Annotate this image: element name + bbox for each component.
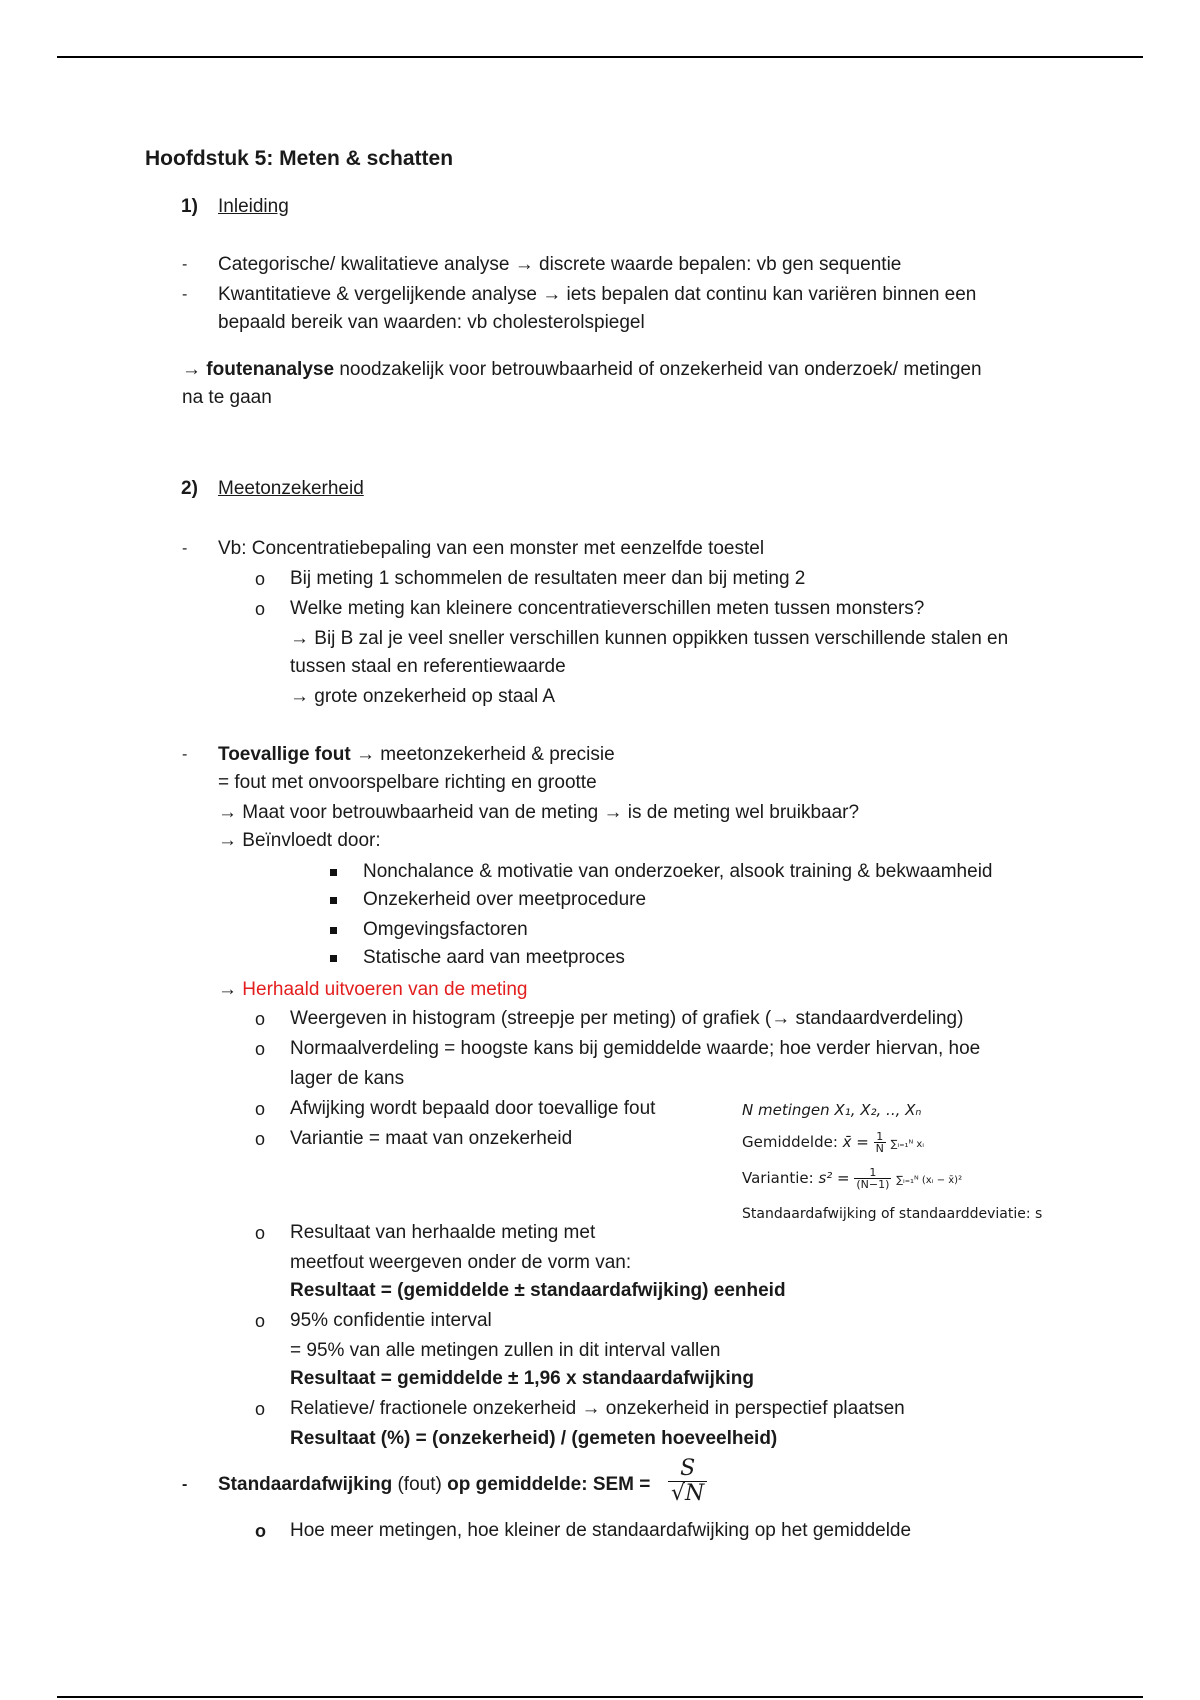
gemiddelde-expr: x̄ = xyxy=(842,1133,869,1151)
circle-bullet: o xyxy=(255,1129,266,1149)
section-1-heading: Inleiding xyxy=(218,196,289,217)
fraction-numerator: 1 xyxy=(854,1167,891,1179)
factor-4: Statische aard van meetproces xyxy=(363,947,625,968)
toevallige-fout-term: Toevallige fout xyxy=(218,744,351,765)
herhaald-sub-5-result: Resultaat = (gemiddelde ± standaardafwijking) eenheid xyxy=(290,1280,786,1301)
dash-bullet: - xyxy=(182,746,188,763)
toevallige-fout-line2: = fout met onvoorspelbare richting en grootte xyxy=(218,772,597,793)
factor-2: Onzekerheid over meetprocedure xyxy=(363,889,647,910)
herhaald-sub-6-line2: = 95% van alle metingen zullen in dit interval vallen xyxy=(290,1340,721,1361)
gemiddelde-fraction xyxy=(874,1131,886,1154)
example-sub-1: Bij meting 1 schommelen de resultaten meer dan bij meting 2 xyxy=(290,568,806,589)
herhaald-sub-5: Resultaat van herhaalde meting met xyxy=(290,1222,596,1243)
fraction-denominator: N xyxy=(875,1142,884,1155)
dash-bullet: - xyxy=(182,286,188,303)
sem-sub: Hoe meer metingen, hoe kleiner de standaardafwijking op het gemiddelde xyxy=(290,1520,912,1541)
herhaald-sub-2-line2: lager de kans xyxy=(290,1068,405,1089)
square-bullet xyxy=(330,869,337,876)
factor-3: Omgevingsfactoren xyxy=(363,919,528,940)
formula-standaardafwijking: Standaardafwijking of standaarddeviatie: s xyxy=(742,1206,1043,1222)
fraction-numerator: 1 xyxy=(874,1131,886,1143)
herhaald-sub-2: Normaalverdeling = hoogste kans bij gemiddelde waarde; hoe verder hiervan, hoe xyxy=(290,1038,981,1059)
dash-bullet: - xyxy=(182,540,188,557)
circle-bullet: o xyxy=(255,1223,266,1243)
herhaald-sub-7: Relatieve/ fractionele onzekerheid → onzekerheid in perspectief plaatsen xyxy=(290,1398,905,1419)
toevallige-fout-text: → meetonzekerheid & precisie xyxy=(355,744,615,765)
sem-label: SEM = xyxy=(592,1474,651,1495)
s1-bullet-2-line1: Kwantitatieve & vergelijkende analyse → iets bepalen dat continu kan variëren binnen een xyxy=(218,284,977,305)
example-sub-2: Welke meting kan kleinere concentratieverschillen meten tussen monsters? xyxy=(290,598,925,619)
formula-gemiddelde xyxy=(742,1131,924,1156)
sem-mid: (fout) xyxy=(397,1474,442,1495)
herhaald-sub-7-result: Resultaat (%) = (onzekerheid) / (gemeten hoeveelheid) xyxy=(290,1428,778,1449)
circle-bullet: o xyxy=(255,1311,266,1331)
toevallige-fout-line3: → Maat voor betrouwbaarheid van de meting → is de meting wel bruikbaar? xyxy=(218,802,860,823)
herhaald-sub-6: 95% confidentie interval xyxy=(290,1310,492,1331)
page-title: Hoofdstuk 5: Meten & schatten xyxy=(145,147,454,170)
factor-1: Nonchalance & motivatie van onderzoeker, alsook training & bekwaamheid xyxy=(363,861,993,882)
circle-bullet: o xyxy=(255,1099,266,1119)
s1-bullet-2-line2: bepaald bereik van waarden: vb cholesterolspiegel xyxy=(218,312,645,333)
toevallige-fout-line xyxy=(218,741,615,769)
herhaald-sub-6-result: Resultaat = gemiddelde ± 1,96 x standaardafwijking xyxy=(290,1368,754,1389)
circle-bullet: o xyxy=(255,599,266,619)
sem-denominator: √N xyxy=(671,1481,705,1506)
gemiddelde-sum: ∑ᵢ₌₁ᴺ xᵢ xyxy=(890,1139,925,1150)
arrow-icon: → xyxy=(182,359,201,380)
s1-bullet-1: Categorische/ kwalitatieve analyse → discrete waarde bepalen: vb gen sequentie xyxy=(218,254,902,275)
section-2-heading: Meetonzekerheid xyxy=(218,478,364,499)
herhaald-sub-4: Variantie = maat van onzekerheid xyxy=(290,1128,573,1149)
circle-bullet: o xyxy=(255,1399,266,1419)
bottom-rule xyxy=(57,1696,1143,1698)
foutenanalyse-line xyxy=(182,356,982,384)
top-rule xyxy=(57,56,1143,58)
dash-bullet: - xyxy=(182,256,188,273)
sem-term-2: op gemiddelde: xyxy=(447,1474,588,1495)
dash-bullet: - xyxy=(182,1476,188,1493)
toevallige-fout-line4: → Beïnvloedt door: xyxy=(218,830,381,851)
circle-bullet: o xyxy=(255,569,266,589)
foutenanalyse-line2: na te gaan xyxy=(182,387,272,408)
formula-variantie xyxy=(742,1167,962,1192)
example-sub-2-line4: → grote onzekerheid op staal A xyxy=(290,686,556,707)
sem-line xyxy=(218,1471,650,1499)
variantie-sum: ∑ᵢ₌₁ᴺ (xᵢ − x̄)² xyxy=(896,1175,963,1186)
sem-fraction xyxy=(668,1457,707,1506)
foutenanalyse-text: noodzakelijk voor betrouwbaarheid of onzekerheid van onderzoek/ metingen xyxy=(339,359,982,380)
foutenanalyse-term: foutenanalyse xyxy=(206,359,335,380)
herhaald-sub-5-line2: meetfout weergeven onder de vorm van: xyxy=(290,1252,632,1273)
section-2-number: 2) xyxy=(181,478,198,499)
example-line: Vb: Concentratiebepaling van een monster met eenzelfde toestel xyxy=(218,538,765,559)
fraction-denominator: (N−1) xyxy=(856,1178,890,1191)
sem-numerator: S xyxy=(668,1457,707,1482)
square-bullet xyxy=(330,927,337,934)
circle-bullet: o xyxy=(255,1039,266,1059)
variantie-expr: s² = xyxy=(818,1169,850,1187)
square-bullet xyxy=(330,897,337,904)
example-sub-2-line3: tussen staal en referentiewaarde xyxy=(290,656,566,677)
formula-metingen: N metingen X₁, X₂, .., Xₙ xyxy=(742,1101,922,1119)
arrow-icon: → xyxy=(218,979,237,1000)
circle-bullet: o xyxy=(255,1521,266,1541)
herhaald-sub-3: Afwijking wordt bepaald door toevallige fout xyxy=(290,1098,656,1119)
example-sub-2-line2: → Bij B zal je veel sneller verschillen kunnen oppikken tussen verschillende stalen en xyxy=(290,628,1009,649)
circle-bullet: o xyxy=(255,1009,266,1029)
herhaald-line xyxy=(218,976,527,1004)
square-bullet xyxy=(330,955,337,962)
sem-term-1: Standaardafwijking xyxy=(218,1474,393,1495)
gemiddelde-label: Gemiddelde: xyxy=(742,1133,838,1151)
herhaald-sub-1: Weergeven in histogram (streepje per meting) of grafiek (→ standaardverdeling) xyxy=(290,1008,964,1029)
section-1-number: 1) xyxy=(181,196,198,217)
variantie-fraction xyxy=(854,1167,891,1190)
variantie-label: Variantie: xyxy=(742,1169,814,1187)
herhaald-text: Herhaald uitvoeren van de meting xyxy=(242,979,528,1000)
